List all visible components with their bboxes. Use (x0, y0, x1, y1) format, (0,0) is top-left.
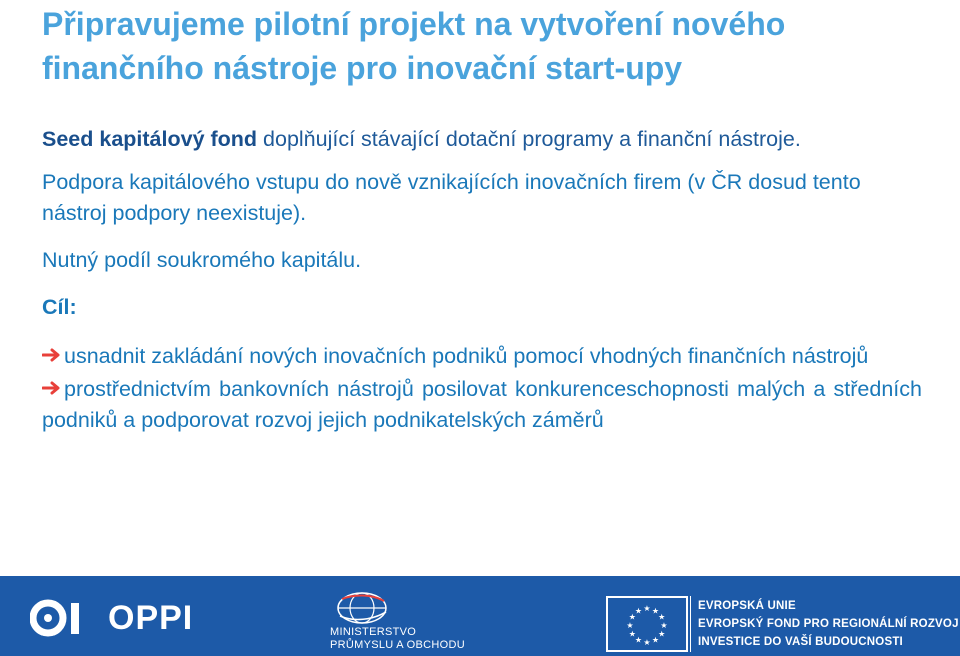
svg-text:★: ★ (651, 606, 660, 616)
private-capital-paragraph: Nutný podíl soukromého kapitálu. (42, 248, 362, 272)
svg-text:★: ★ (628, 612, 636, 622)
eu-divider (690, 596, 691, 652)
eu-name: EVROPSKÁ UNIE (698, 600, 796, 612)
goal-bullet-text: usnadnit zakládání nových inovačních podniků pomocí vhodných finančních nástrojů (64, 344, 869, 368)
arrow-right-icon (42, 381, 62, 395)
support-paragraph: Podpora kapitálového vstupu do nově vznikajících inovačních firem (v ČR dosud tento nástroj podpory neexistuje). (42, 170, 861, 225)
oppi-logo-icon (30, 594, 90, 644)
eu-slogan: INVESTICE DO VAŠÍ BUDOUCNOSTI (698, 636, 903, 648)
svg-text:★: ★ (658, 629, 666, 639)
oppi-logo (30, 594, 200, 644)
svg-text:★: ★ (643, 604, 651, 613)
goal-bullet-text: prostřednictvím bankovních nástrojů posilovat konkurenceschopnosti malých a středních podniků a podporovat rozvoj jejich podnikatelských záměrů (42, 377, 922, 432)
footer-bar (0, 576, 960, 656)
svg-text:★: ★ (628, 629, 636, 639)
page-title: Připravujeme pilotní projekt na vytvoření nového finančního nástroje pro inovační start-upy (42, 6, 786, 86)
ministry-globe-icon (330, 590, 400, 626)
svg-text:★: ★ (651, 635, 660, 645)
goal-bullet (42, 341, 922, 372)
eu-logo (606, 596, 959, 652)
seed-fund-name: Seed kapitálový fond (42, 127, 258, 151)
svg-text:★: ★ (660, 621, 668, 630)
goal-bullet (42, 374, 922, 436)
svg-text:★: ★ (634, 606, 643, 616)
oppi-logo-text: OPPI (108, 599, 194, 637)
goal-label: Cíl: (42, 295, 77, 319)
svg-text:★: ★ (626, 621, 634, 630)
seed-fund-paragraph (42, 124, 922, 155)
seed-fund-description: doplňující stávající dotační programy a finanční nástroje. (257, 127, 801, 151)
ministry-logo (330, 590, 470, 652)
ministry-name-line2: PRŮMYSLU A OBCHODU (330, 639, 465, 651)
svg-text:★: ★ (634, 635, 643, 645)
eu-fund-name: EVROPSKÝ FOND PRO REGIONÁLNÍ ROZVOJ (698, 618, 959, 630)
svg-text:★: ★ (643, 638, 651, 647)
ministry-name-line1: MINISTERSTVO (330, 626, 417, 638)
eu-flag-icon (606, 596, 688, 652)
arrow-right-icon (42, 348, 62, 362)
slide-content (42, 124, 922, 438)
svg-text:★: ★ (658, 612, 666, 622)
